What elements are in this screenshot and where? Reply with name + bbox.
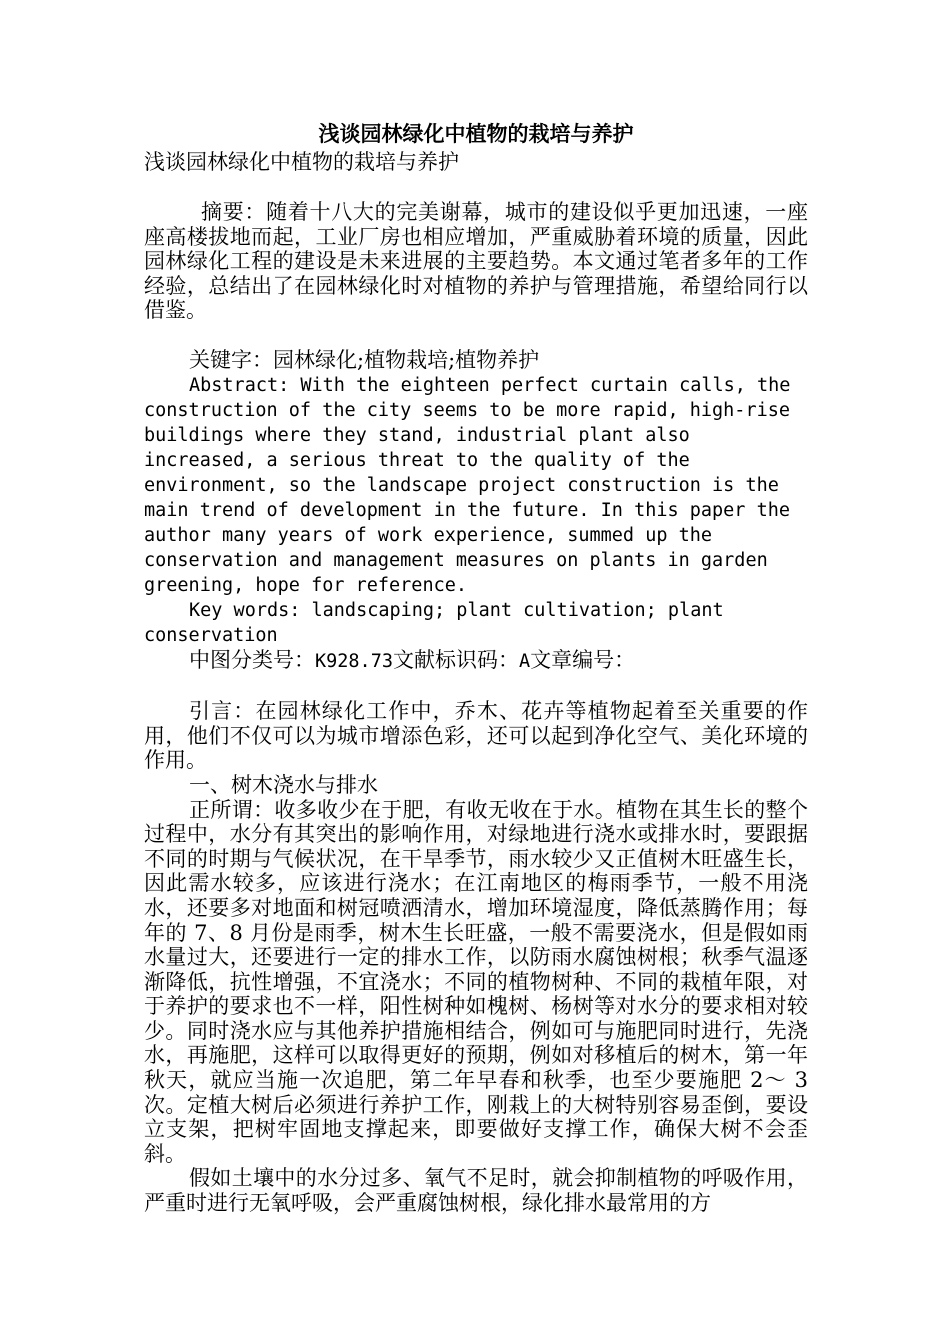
document-title: 浅谈园林绿化中植物的栽培与养护 xyxy=(318,121,634,146)
spacer xyxy=(144,323,808,348)
introduction: 引言：在园林绿化工作中，乔木、花卉等植物起着至关重要的作用，他们不仅可以为城市增添色彩，还可以起到净化空气、美化环境的作用。 xyxy=(144,699,808,773)
keywords-chinese: 关键字：园林绿化;植物栽培;植物养护 xyxy=(189,347,540,372)
abstract-english: Abstract: With the eighteen perfect curtain calls, the construction of the city seems to be more rapid, high-rise buildings where they stand, industrial plant also increased, a serious threat to the quality of the environment, so the landscape project construction is the main trend of development in the future. In this paper the author many years of work experience, summed up the conservation and management measures on plants in garden greening, hope for reference. xyxy=(144,374,791,596)
document-subtitle: 浅谈园林绿化中植物的栽培与养护 xyxy=(144,150,459,174)
doc-id-label: 文献标识码： xyxy=(392,647,519,672)
classification-code: K928.73 xyxy=(315,650,393,672)
section-heading: 一、树木浇水与排水 xyxy=(189,772,378,797)
spacer xyxy=(144,674,808,699)
section-paragraph: 正所谓：收多收少在于肥，有收无收在于水。植物在其生长的整个过程中，水分有其突出的影响作用，对绿地进行浇水或排水时，要跟据不同的时期与气候状况，在干旱季节，雨水较少又正值树木旺盛生长，因此需水较多，应该进行浇水；在江南地区的梅雨季节，一般不用浇水，还要多对地面和树冠喷洒清水，增加环境湿度，降低蒸腾作用；每年的 7、8 月份是雨季，树木生长旺盛，一般不需要浇水，但是假如雨水量过大，还要进行一定的排水工作，以防雨水腐蚀树根；秋季气温逐渐降低，抗性增强，不宜浇水；不同的植物树种、不同的栽植年限，对于养护的要求也不一样，阳性树种如槐树、杨树等对水分的要求相对较少。同时浇水应与其他养护措施相结合，例如可与施肥同时进行，先浇水，再施肥，这样可以取得更好的预期，例如对移植后的树木，第一年秋天，就应当施一次追肥，第二年早春和秋季，也至少要施肥 2～ 3 次。定植大树后必须进行养护工作，刚栽上的大树特别容易歪倒，要设立支架，把树牢固地支撑起来，即要做好支撑工作，确保大树不会歪斜。 xyxy=(144,797,808,1166)
classification-line xyxy=(144,648,808,675)
keywords-english: Key words: landscaping; plant cultivation; plant conservation xyxy=(144,599,724,646)
classification-label: 中图分类号： xyxy=(189,647,315,672)
section-paragraph: 假如土壤中的水分过多、氧气不足时，就会抑制植物的呼吸作用，严重时进行无氧呼吸，会严重腐蚀树根，绿化排水最常用的方 xyxy=(144,1166,808,1216)
document-body xyxy=(144,119,808,1216)
doc-id-code: A xyxy=(518,650,531,672)
article-number-label: 文章编号： xyxy=(530,647,636,672)
spacer xyxy=(144,175,808,200)
abstract-chinese: 摘要：随着十八大的完美谢幕，城市的建设似乎更加迅速，一座座高楼拔地而起，工业厂房也相应增加，严重威胁着环境的质量，因此园林绿化工程的建设是未来进展的主要趋势。本文通过笔者多年的工作经验，总结出了在园林绿化时对植物的养护与管理措施，希望给同行以借鉴。 xyxy=(144,200,808,323)
